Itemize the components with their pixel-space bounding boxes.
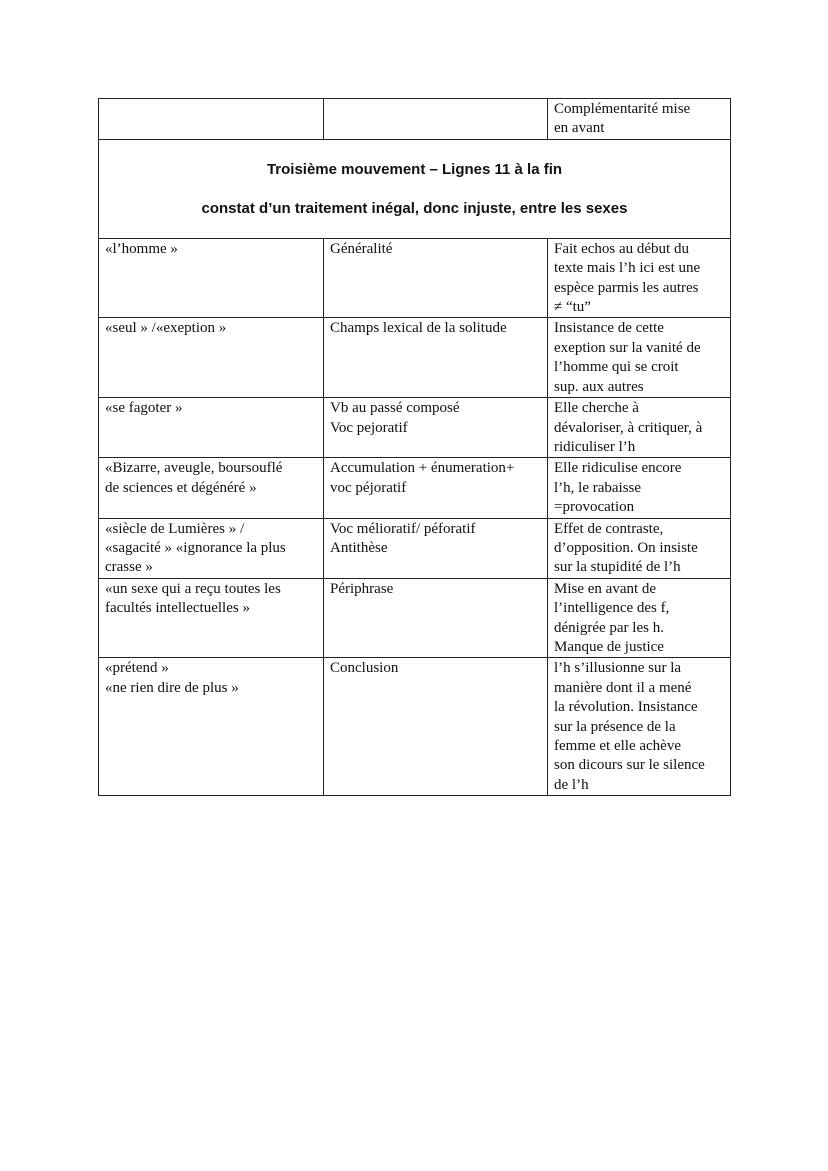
table-cell-citation: «un sexe qui a reçu toutes les facultés intellectuelles » [99, 578, 324, 658]
table-cell-citation: «prétend » «ne rien dire de plus » [99, 658, 324, 796]
table-cell-citation: «Bizarre, aveugle, boursouflé de sciences et dégénéré » [99, 458, 324, 518]
table-cell-interpretation: Elle cherche à dévaloriser, à critiquer, à ridiculiser l’h [548, 398, 731, 458]
table-row [99, 518, 731, 578]
section-title: Troisième mouvement – Lignes 11 à la fin [266, 161, 563, 179]
table-cell-procede: Champs lexical de la solitude [324, 318, 548, 398]
table-cell-interpretation: l’h s’illusionne sur la manière dont il a mené la révolution. Insistance sur la présence de la femme et elle achève son dicours sur le silence de l’h [548, 658, 731, 796]
table-cell-procede: Accumulation + énumeration+ voc péjoratif [324, 458, 548, 518]
table-cell-interpretation: Insistance de cette exeption sur la vanité de l’homme qui se croit sup. aux autres [548, 318, 731, 398]
table-row [99, 578, 731, 658]
table-cell-procede [324, 99, 548, 140]
table-cell-procede: Généralité [324, 238, 548, 318]
table-row [99, 658, 731, 796]
section-header-cell [99, 139, 731, 238]
table-cell-interpretation: Mise en avant de l’intelligence des f, dénigrée par les h. Manque de justice [548, 578, 731, 658]
table-cell-citation: «seul » /«exeption » [99, 318, 324, 398]
table-cell-interpretation: Complémentarité mise en avant [548, 99, 731, 140]
table-cell-citation: «l’homme » [99, 238, 324, 318]
document-page [98, 98, 730, 796]
table-cell-citation: «se fagoter » [99, 398, 324, 458]
table-cell-procede: Conclusion [324, 658, 548, 796]
section-subtitle: constat d’un traitement inégal, donc injuste, entre les sexes [201, 200, 628, 218]
table-cell-interpretation: Fait echos au début du texte mais l’h ici est une espèce parmis les autres ≠ “tu” [548, 238, 731, 318]
section-header-row [99, 139, 731, 238]
table-row [99, 458, 731, 518]
table-cell-citation [99, 99, 324, 140]
table-row [99, 318, 731, 398]
table-cell-procede: Périphrase [324, 578, 548, 658]
analysis-table [98, 98, 731, 796]
table-row [99, 398, 731, 458]
table-cell-interpretation: Elle ridiculise encore l’h, le rabaisse =provocation [548, 458, 731, 518]
table-row [99, 238, 731, 318]
table-cell-citation: «siècle de Lumières » / «sagacité » «ignorance la plus crasse » [99, 518, 324, 578]
table-row-continuation [99, 99, 731, 140]
table-cell-procede: Voc mélioratif/ péforatif Antithèse [324, 518, 548, 578]
table-cell-interpretation: Effet de contraste, d’opposition. On insiste sur la stupidité de l’h [548, 518, 731, 578]
table-cell-procede: Vb au passé composé Voc pejoratif [324, 398, 548, 458]
